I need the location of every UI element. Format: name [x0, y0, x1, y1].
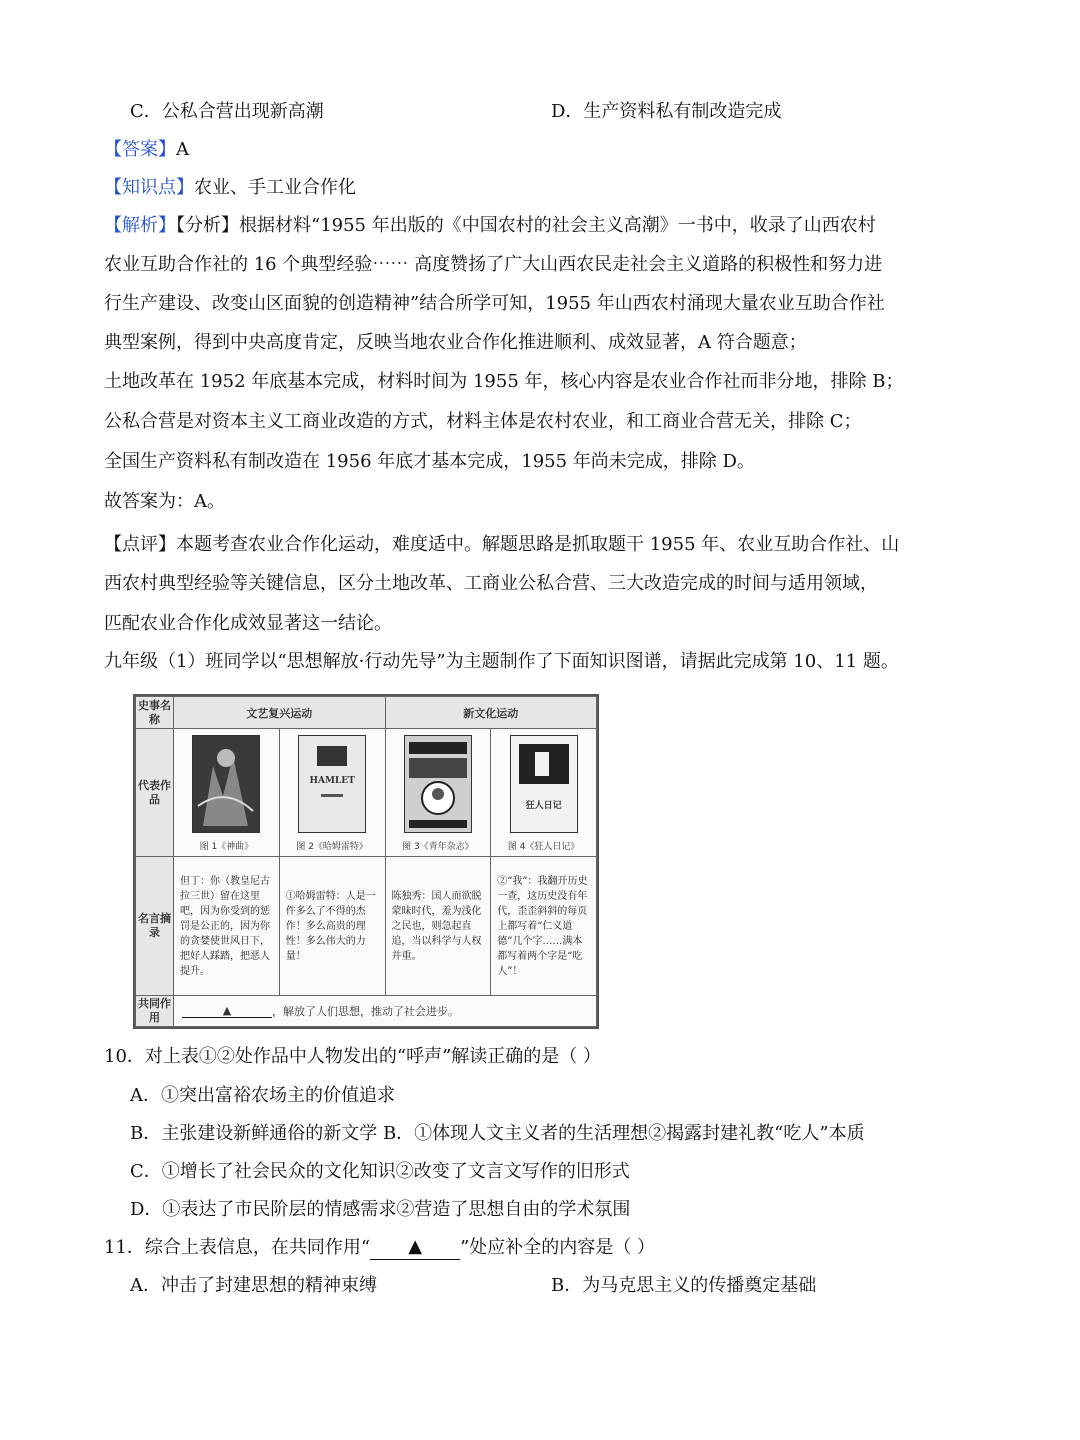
q11-stem-after: ”处应补全的内容是（ ） [460, 1237, 656, 1258]
q10-option-c: C．①增长了社会民众的文化知识②改变了文言文写作的旧形式 [130, 1161, 630, 1182]
common-text: ，解放了人们思想，推动了社会进步。 [272, 1004, 459, 1018]
book-cover-image [298, 735, 366, 833]
book-cover-image [192, 735, 260, 833]
quote-3: 陈独秀：国人而欲脱蒙昧时代，羞为浅化之民也，则急起直追，当以科学与人权并重。 [391, 890, 482, 962]
quotes-label: 名言摘录 [136, 857, 174, 995]
q11-option-a: A．冲击了封建思想的精神束缚 [130, 1275, 377, 1296]
figure-intro: 九年级（1）班同学以“思想解放·行动先导”为主题制作了下面知识图谱，请据此完成第 10、11 题。 [104, 651, 899, 672]
knowledge-tag: 【知识点】 [104, 177, 194, 198]
review-line-1: 【点评】本题考查农业合作化运动，难度适中。解题思路是抓取题干 1955 年、农业互助合作社、山 [104, 534, 900, 555]
analysis-line-1 [104, 214, 876, 238]
analysis-line-5: 土地改革在 1952 年底基本完成，材料时间为 1955 年，核心内容是农业合作社而非分地，排除 B； [104, 371, 904, 392]
cover-title-2: HAMLET [309, 776, 355, 787]
common-blank: ▲ [182, 1004, 272, 1018]
q10-stem: 10．对上表①②处作品中人物发出的“呼声”解读正确的是（ ） [104, 1046, 602, 1067]
q11-stem-before: 11．综合上表信息，在共同作用“ [104, 1237, 371, 1258]
analysis-tag: 【解析】 [104, 215, 176, 236]
quote-4: ②“我”：我翻开历史一查，这历史没有年代，歪歪斜斜的每页上都写着“仁义道德”几个字……满本都写着两个字是“吃人”！ [497, 875, 588, 977]
movement-renaissance: 文艺复兴运动 [174, 697, 386, 729]
analysis-line-7: 全国生产资料私有制改造在 1956 年底才基本完成，1955 年尚未完成，排除 D。 [104, 451, 755, 472]
q10-option-d: D．①表达了市民阶层的情感需求②营造了思想自由的学术氛围 [130, 1199, 631, 1220]
cover-title-4: 狂人日记 [525, 801, 562, 812]
q11-blank: ▲ [370, 1235, 460, 1260]
common-effect [174, 995, 597, 1026]
analysis-line-2: 农业互助合作社的 16 个典型经验⋯⋯ 高度赞扬了广大山西农民走社会主义道路的积极性和努力进 [104, 254, 883, 275]
knowledge-map-figure [133, 694, 599, 1029]
work-2 [279, 729, 385, 857]
option-d: D．生产资料私有制改造完成 [551, 101, 782, 122]
work-caption-2: 图 2《哈姆雷特》 [296, 842, 368, 853]
q11-stem [104, 1236, 655, 1261]
option-c: C．公私合营出现新高潮 [130, 101, 324, 122]
magazine-cover-image [404, 735, 472, 833]
analysis-text-1: 【分析】根据材料“1955 年出版的《中国农村的社会主义高潮》一书中，收录了山西农村 [176, 215, 876, 236]
quote-1: 但丁：你（教皇尼古拉三世）留在这里吧，因为你受到的惩罚是公正的，因为你的贪婪使世风日下，把好人踩踏，把恶人提升。 [180, 875, 270, 977]
knowledge-value: 农业、手工业合作化 [194, 177, 356, 198]
analysis-line-3: 行生产建设、改变山区面貌的创造精神”结合所学可知，1955 年山西农村涌现大量农业互助合作社 [104, 293, 885, 314]
analysis-line-6: 公私合营是对资本主义工商业改造的方式，材料主体是农村农业，和工商业合营无关，排除 C； [104, 411, 862, 432]
work-3 [385, 729, 491, 857]
quote-2: ①哈姆雷特：人是一件多么了不得的杰作！多么高贵的理性！多么伟大的力量！ [285, 890, 376, 962]
answer-value: A [176, 139, 189, 160]
work-caption-1: 图 1《神曲》 [199, 842, 254, 853]
answer-line [104, 138, 189, 162]
works-label: 代表作品 [136, 729, 174, 857]
q10-option-b: B．主张建设新鲜通俗的新文学 B．①体现人文主义者的生活理想②揭露封建礼教“吃人”本质 [130, 1123, 865, 1144]
knowledge-line [104, 176, 356, 200]
answer-tag: 【答案】 [104, 139, 176, 160]
work-caption-3: 图 3《青年杂志》 [402, 842, 474, 853]
q10-option-a: A．①突出富裕农场主的价值追求 [130, 1085, 395, 1106]
work-1 [174, 729, 280, 857]
analysis-conclusion: 故答案为：A。 [104, 491, 225, 512]
q11-option-b: B．为马克思主义的传播奠定基础 [551, 1275, 817, 1296]
work-caption-4: 图 4《狂人日记》 [507, 842, 580, 853]
header-label: 史事名称 [136, 697, 174, 729]
common-label: 共同作用 [136, 995, 174, 1026]
movement-new-culture: 新文化运动 [385, 697, 597, 729]
review-line-2: 西农村典型经验等关键信息，区分土地改革、工商业公私合营、三大改造完成的时间与适用领域， [104, 573, 878, 594]
review-line-3: 匹配农业合作化成效显著这一结论。 [104, 613, 392, 634]
book-cover-image [510, 735, 578, 833]
analysis-line-4: 典型案例，得到中央高度肯定，反映当地农业合作化推进顺利、成效显著，A 符合题意； [104, 332, 807, 353]
work-4 [491, 729, 597, 857]
